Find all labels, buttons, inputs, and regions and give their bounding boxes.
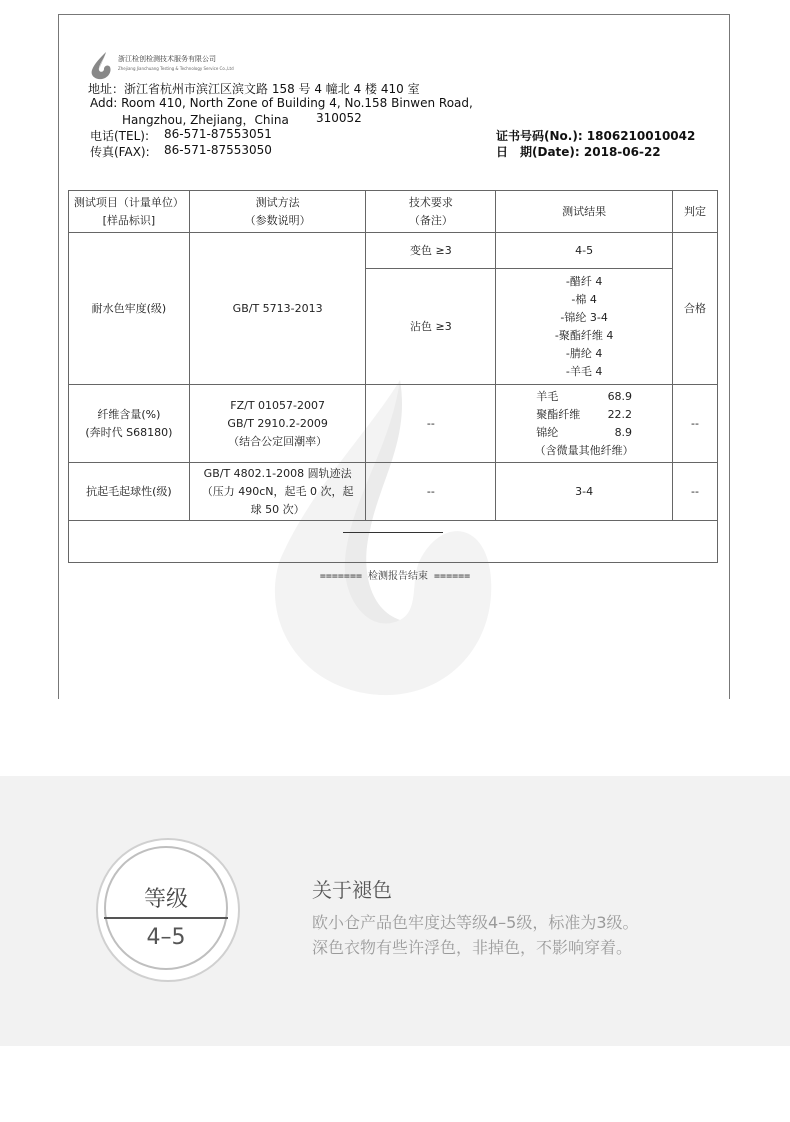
header-method: 测试方法 （参数说明） [189, 191, 366, 233]
address-en-line1: Add: Room 410, North Zone of Building 4, No.158 Binwen Road, [90, 96, 473, 110]
cert-number [496, 127, 695, 144]
staining-result: -腈纶 4 [565, 346, 603, 360]
row2-item: 纤维含量(%) (奔时代 S68180) [69, 385, 190, 463]
row2-method: FZ/T 01057-2007 GB/T 2910.2-2009 （结合公定回潮率） [189, 385, 366, 463]
fax-label: 传真(FAX): [90, 145, 150, 159]
staining-result: -锦纶 3-4 [560, 310, 608, 324]
date-label: 日 期(Date): [496, 145, 584, 159]
cert-value: 1806210010042 [586, 129, 696, 143]
report-date [496, 143, 661, 160]
about-line2: 深色衣物有些许浮色，非掉色，不影响穿着。 [312, 938, 633, 957]
date-value: 2018-06-22 [583, 145, 661, 159]
staining-result: -醋纤 4 [565, 274, 603, 288]
table-empty-row [69, 521, 718, 563]
row1-result-color-change: 4-5 [496, 233, 673, 269]
row2-req: -- [366, 385, 496, 463]
staining-result: -棉 4 [571, 292, 597, 306]
grade-divider [104, 917, 228, 919]
row1-req-color-change: 变色 ≥3 [366, 233, 496, 269]
fiber-row: 锦纶 8.9 [536, 425, 633, 439]
header-verdict: 判定 [673, 191, 718, 233]
address-cn: 地址：浙江省杭州市滨江区滨文路 158 号 4 幢北 4 楼 410 室 [88, 82, 420, 96]
test-results-table [68, 190, 718, 563]
fiber-row: 聚酯纤维 22.2 [536, 407, 633, 421]
row3-method: GB/T 4802.1-2008 圆轨迹法 （压力 490cN，起毛 0 次，起 球 50 次） [189, 463, 366, 521]
report-end-marker: ======= 检测报告结束 ====== [319, 571, 471, 582]
row2-fiber-content [496, 385, 673, 463]
company-name-cn: 浙江检创检测技术服务有限公司 [118, 55, 216, 63]
header-requirement: 技术要求 （备注） [366, 191, 496, 233]
row2-verdict: -- [673, 385, 718, 463]
table-row [69, 233, 718, 269]
row1-result-staining [496, 269, 673, 385]
row1-method: GB/T 5713-2013 [189, 233, 366, 385]
about-line1: 欧小仓产品色牢度达等级4–5级，标准为3级。 [312, 913, 639, 932]
tel-label: 电话(TEL): [90, 129, 150, 143]
address-en-line2: Hangzhou, Zhejiang，China [122, 113, 289, 127]
company-logo-icon [88, 50, 118, 80]
empty-row-cell [69, 521, 718, 563]
row1-verdict: 合格 [673, 233, 718, 385]
grade-value: 4–5 [146, 925, 186, 950]
end-underline [343, 532, 443, 533]
fax-value: 86-571-87553050 [164, 143, 272, 157]
company-name-en: Zhejiang Jianchuang Testing & Technology Service Co.,Ltd [118, 66, 234, 71]
row3-verdict: -- [673, 463, 718, 521]
row3-result: 3-4 [496, 463, 673, 521]
cert-label: 证书号码(No.): [496, 129, 587, 143]
staining-result: -聚酯纤维 4 [554, 328, 614, 342]
staining-result: -羊毛 4 [565, 364, 603, 378]
fiber-row: 羊毛 68.9 [536, 389, 633, 403]
grade-label: 等级 [143, 887, 188, 912]
postcode: 310052 [316, 111, 362, 125]
header-item: 测试项目（计量单位） [样品标识] [69, 191, 190, 233]
header-result: 测试结果 [496, 191, 673, 233]
row3-req: -- [366, 463, 496, 521]
table-row [69, 385, 718, 463]
tel-value: 86-571-87553051 [164, 127, 272, 141]
row3-item: 抗起毛起球性(级) [69, 463, 190, 521]
about-title: 关于褪色 [312, 878, 392, 902]
table-header-row [69, 191, 718, 233]
table-row [69, 463, 718, 521]
row1-req-staining: 沾色 ≥3 [366, 269, 496, 385]
fiber-note: （含微量其他纤维） [534, 443, 634, 457]
row1-item: 耐水色牢度(级) [69, 233, 190, 385]
